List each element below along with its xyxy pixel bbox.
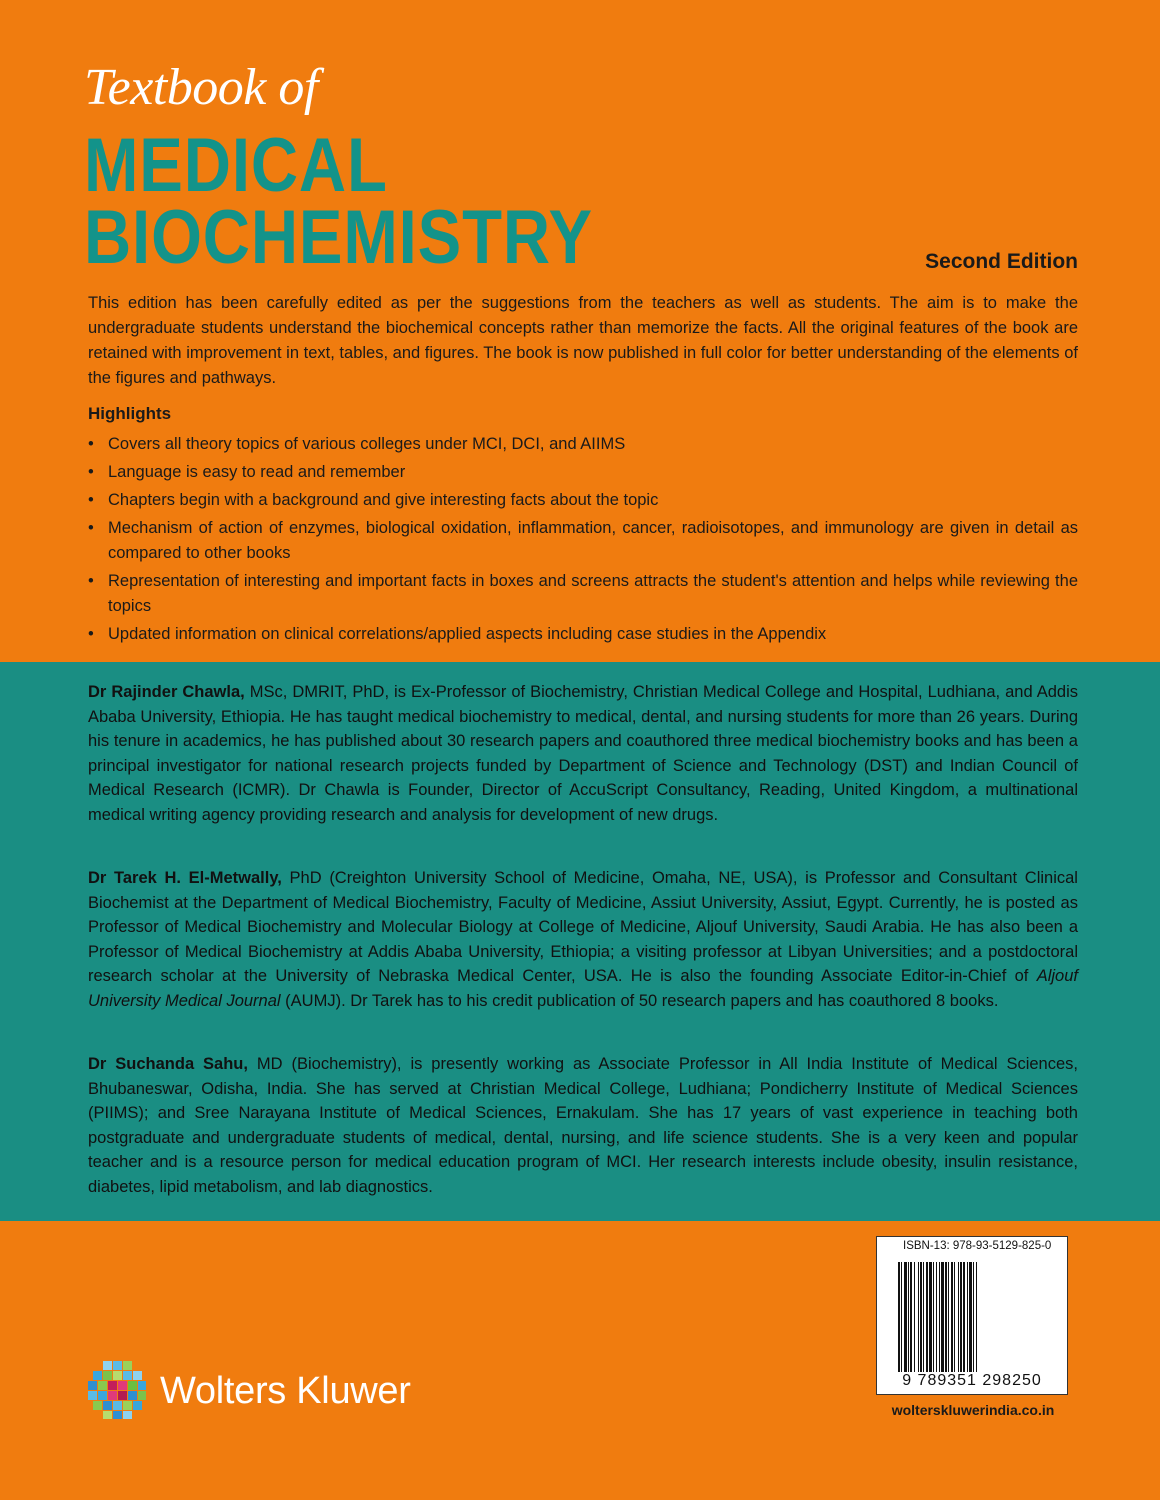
list-item xyxy=(88,432,1078,457)
author-bio-text: MSc, DMRIT, PhD, is Ex-Professor of Biochemistry, Christian Medical College and Hospital, Ludhiana, and Addis Ababa University, Ethiopia. He has taught medical biochemistry to medical, dental, and nursing students for more than 26 years. During his tenure in academics, he has published about 30 research papers and coauthored three medical biochemistry books and has been a principal investigator for national research projects funded by Department of Science and Technology (DST) and Indian Council of Medical Research (ICMR). Dr Chawla is Founder, Director of AccuScript Consultancy, Reading, United Kingdom, a multinational medical writing agency providing research and analysis for development of new drugs. xyxy=(88,683,1078,824)
highlights-list xyxy=(88,432,1078,650)
highlight-text: Representation of interesting and important facts in boxes and screens attracts the student's attention and helps while reviewing the topics xyxy=(108,572,1078,615)
author-bio-chawla xyxy=(88,680,1078,827)
list-item xyxy=(88,460,1078,485)
highlight-text: Updated information on clinical correlations/applied aspects including case studies in the Appendix xyxy=(108,625,827,643)
barcode-icon xyxy=(898,1262,1046,1372)
list-item xyxy=(88,622,1078,647)
author-bio-text: MD (Biochemistry), is presently working as Associate Professor in All India Institute of Medical Sciences, Bhubaneswar, Odisha, India. She has served at Christian Medical College, Ludhiana; Pondicherry Institute of Medical Sciences (PIIMS); and Sree Narayana Institute of Medical Sciences, Ernakulam. She has 17 years of vast experience in teaching both postgraduate and undergraduate students of medical, dental, nursing, and life science students. She is a very keen and popular teacher and is a resource person for medical education program of MCI. Her research interests include obesity, insulin resistance, diabetes, lipid metabolism, and lab diagnostics. xyxy=(88,1055,1078,1196)
highlight-text: Mechanism of action of enzymes, biological oxidation, inflammation, cancer, radioisotopes, and immunology are given in detail as compared to other books xyxy=(108,519,1078,562)
bullet-icon: • xyxy=(88,572,94,590)
barcode-digits: 9 789351 298250 xyxy=(902,1372,1042,1389)
wolters-kluwer-logo-icon xyxy=(86,1359,148,1421)
author-bio-text: PhD (Creighton University School of Medicine, Omaha, NE, USA), is Professor and Consultant Clinical Biochemist at the Department of Medical Biochemistry, Faculty of Medicine, Assiut University, Assiut, Egypt. Currently, he is posted as Professor of Medical Biochemistry and Molecular Biology at College of Medicine, Aljouf University, Saudi Arabia. He has also been a Professor of Medical Biochemistry at Addis Ababa University, Ethiopia; a visiting professor at Libyan Universities; and a postdoctoral research scholar at the University of Nebraska Medical Center, USA. He is also the founding Associate Editor-in-Chief of xyxy=(88,869,1078,985)
edition-label: Second Edition xyxy=(925,250,1078,273)
bullet-icon: • xyxy=(88,491,94,509)
bullet-icon: • xyxy=(88,519,94,537)
journal-name: Aljouf University Medical Journal xyxy=(88,967,1078,1010)
bullet-icon: • xyxy=(88,625,94,643)
list-item xyxy=(88,516,1078,566)
isbn-label: ISBN-13: 978-93-5129-825-0 xyxy=(903,1240,1052,1252)
list-item xyxy=(88,569,1078,619)
title-medical: MEDICAL xyxy=(84,123,388,208)
author-name: Dr Suchanda Sahu, xyxy=(88,1055,248,1073)
publisher-name: Wolters Kluwer xyxy=(160,1370,411,1412)
author-name: Dr Tarek H. El-Metwally, xyxy=(88,869,282,887)
author-bio-sahu xyxy=(88,1052,1078,1199)
highlights-heading: Highlights xyxy=(88,404,172,423)
bullet-icon: • xyxy=(88,463,94,481)
author-bio-text: (AUMJ). Dr Tarek has to his credit publication of 50 research papers and has coauthored 8 books. xyxy=(280,991,999,1010)
list-item xyxy=(88,488,1078,513)
highlight-text: Chapters begin with a background and give interesting facts about the topic xyxy=(108,491,659,509)
author-bio-el-metwally xyxy=(88,866,1078,1013)
bullet-icon: • xyxy=(88,435,94,453)
title-textbook-of: Textbook of xyxy=(84,59,318,116)
intro-paragraph: This edition has been carefully edited as per the suggestions from the teachers as well as students. The aim is to make the undergraduate students understand the biochemical concepts rather than memorize the facts. All the original features of the book are retained with improvement in text, tables, and figures. The book is now published in full color for better understanding of the elements of the figures and pathways. xyxy=(88,294,1078,387)
publisher-website: wolterskluwerindia.co.in xyxy=(891,1402,1055,1418)
title-biochemistry: BIOCHEMISTRY xyxy=(84,195,594,280)
author-name: Dr Rajinder Chawla, xyxy=(88,683,245,701)
highlight-text: Covers all theory topics of various colleges under MCI, DCI, and AIIMS xyxy=(108,435,626,453)
highlight-text: Language is easy to read and remember xyxy=(108,463,406,481)
